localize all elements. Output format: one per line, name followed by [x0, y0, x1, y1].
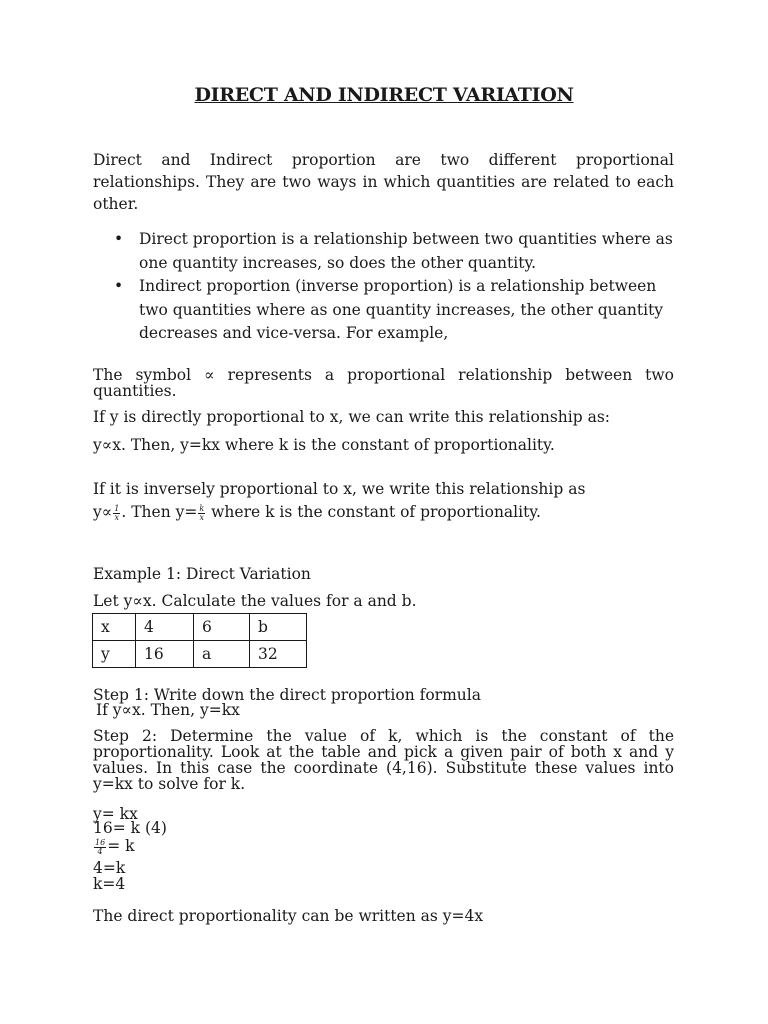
table-cell: b — [250, 614, 307, 641]
fraction-numerator: k — [199, 503, 205, 513]
inverse-line-1: If it is inversely proportional to x, we write this relationship as — [93, 480, 586, 498]
table-cell: y — [93, 641, 136, 668]
direct-line-2: y∝x. Then, y=kx where k is the constant of proportionality. — [93, 436, 555, 454]
list-item — [112, 275, 674, 346]
table-cell: 6 — [194, 614, 250, 641]
fraction-denominator: 4 — [97, 846, 103, 856]
step-1: Step 1: Write down the direct proportion formula — [93, 686, 481, 704]
fraction-16-over-4 — [94, 839, 106, 856]
work-line-4: 4=k — [93, 859, 126, 877]
table-cell: 4 — [136, 614, 194, 641]
fraction-numerator: 16 — [95, 837, 106, 847]
intro-paragraph: Direct and Indirect proportion are two different proportional relationships. They are two ways in which quantities are related to each other. — [93, 151, 674, 213]
table-cell: x — [93, 614, 136, 641]
direct-line-1: If y is directly proportional to x, we can write this relationship as: — [93, 408, 611, 426]
fraction-denominator: x — [199, 512, 205, 522]
table-row — [93, 641, 307, 668]
bullet-text-direct: Direct proportion is a relationship between two quantities where as one quantity increases, so does the other quantity. — [139, 230, 673, 272]
values-table — [92, 613, 307, 668]
table-cell: 32 — [250, 641, 307, 668]
work-line-2: 16= k (4) — [93, 819, 167, 837]
work-line-3-suffix: = k — [107, 837, 135, 855]
bullet-icon: • — [114, 277, 124, 295]
work-line-3 — [93, 838, 135, 856]
symbol-paragraph: The symbol ∝ represents a proportional relationship between two quantities. — [93, 366, 674, 400]
bullet-list — [112, 228, 674, 346]
table-cell: 16 — [136, 641, 194, 668]
inverse-prefix: y∝ — [93, 503, 113, 521]
bullet-icon: • — [114, 230, 124, 248]
inverse-line-2 — [93, 501, 541, 523]
bullet-text-indirect: Indirect proportion (inverse proportion) is a relationship between two quantities where as one quantity increases, the other quantity decreases and vice-versa. For example, — [139, 277, 664, 342]
fraction-one-over-x — [113, 505, 120, 522]
inverse-suffix: where k is the constant of proportionality. — [206, 503, 541, 521]
inverse-mid: . Then y= — [121, 503, 198, 521]
fraction-denominator: x — [114, 512, 120, 522]
example-prompt: Let y∝x. Calculate the values for a and b. — [93, 592, 417, 610]
fraction-k-over-x — [198, 505, 205, 522]
conclusion: The direct proportionality can be written as y=4x — [93, 907, 484, 925]
step-1-formula: If y∝x. Then, y=kx — [96, 701, 240, 719]
fraction-numerator: 1 — [114, 503, 120, 513]
work-line-1: y= kx — [93, 805, 138, 823]
table-row — [93, 614, 307, 641]
list-item — [112, 228, 674, 275]
example-heading: Example 1: Direct Variation — [93, 565, 311, 583]
table-cell: a — [194, 641, 250, 668]
work-line-5: k=4 — [93, 875, 126, 893]
page-title: DIRECT AND INDIRECT VARIATION — [194, 84, 574, 106]
step-2-paragraph: Step 2: Determine the value of k, which is the constant of the proportionality. Look at the table and pick a given pair of both x and y values. In this case the coordinate (4,16). Substitute these values into y=kx to solve for k. — [93, 727, 674, 793]
